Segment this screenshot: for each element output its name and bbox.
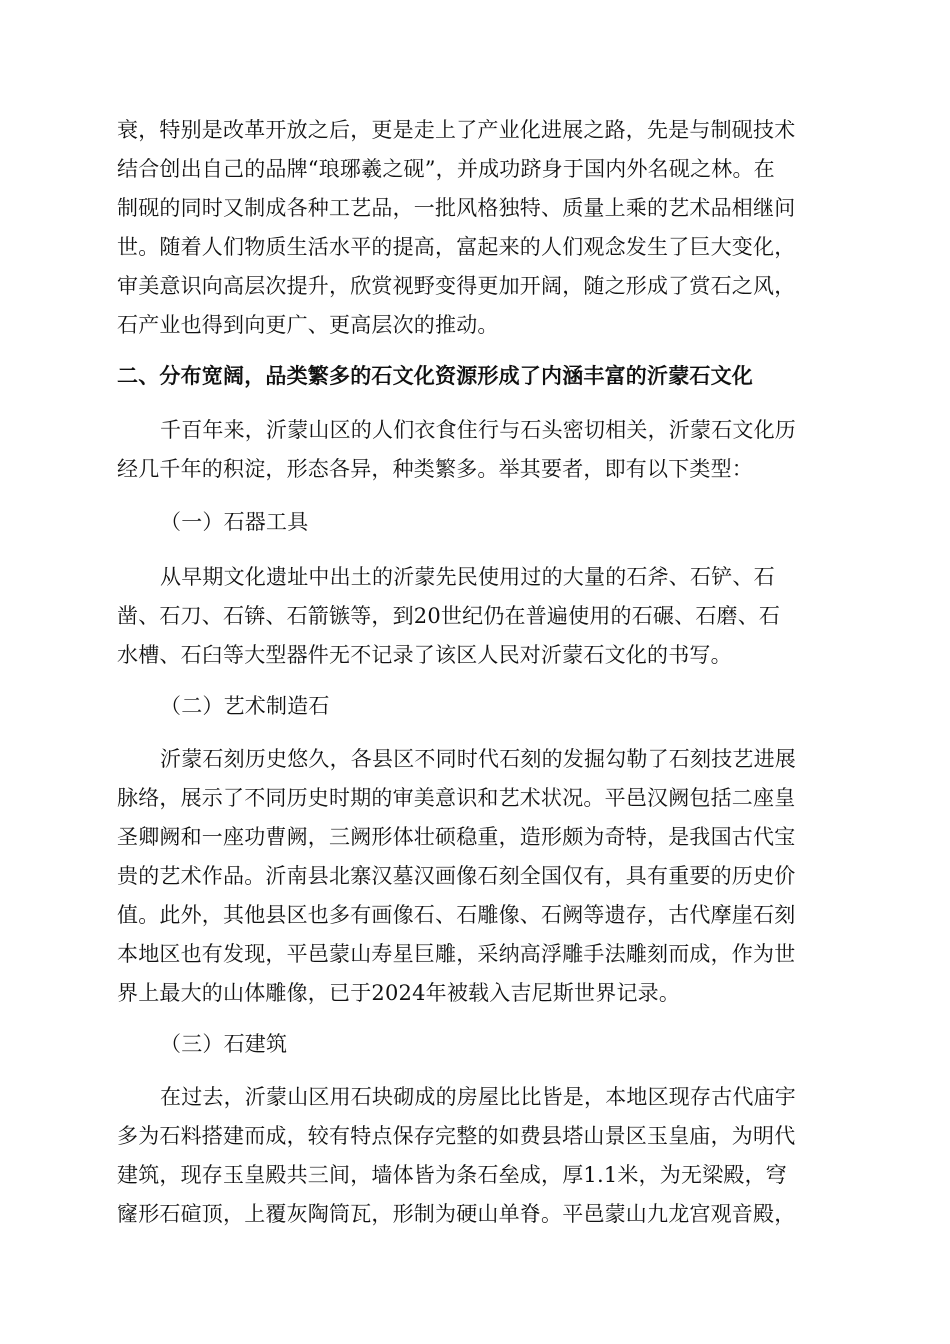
text-line: 世。随着人们物质生活水平的提高，富起来的人们观念发生了巨大变化， <box>117 235 796 259</box>
text-line: 千百年来，沂蒙山区的人们衣食住行与石头密切相关，沂蒙石文化历 <box>160 418 796 442</box>
text-line: 结合创出自己的品牌“琅琊羲之砚”，并成功跻身于国内外名砚之林。在 <box>117 157 775 181</box>
text-line: 界上最大的山体雕像，已于2024年被载入吉尼斯世界记录。 <box>117 981 681 1005</box>
text-line: 多为石料搭建而成，较有特点保存完整的如费县塔山景区玉皇庙，为明代 <box>117 1124 796 1148</box>
text-line: 沂蒙石刻历史悠久，各县区不同时代石刻的发掘勾勒了石刻技艺进展 <box>160 747 796 771</box>
text-line: 凿、石刀、石锛、石箭镞等，到20世纪仍在普遍使用的石碾、石磨、石 <box>117 604 781 628</box>
text-line: 经几千年的积淀，形态各异，种类繁多。举其要者，即有以下类型： <box>117 457 753 481</box>
text-line: 脉络，展示了不同历史时期的审美意识和艺术状况。平邑汉阙包括二座皇 <box>117 786 796 810</box>
text-line: 衰，特别是改革开放之后，更是走上了产业化进展之路，先是与制砚技术 <box>117 118 796 142</box>
text-line: 审美意识向高层次提升，欣赏视野变得更加开阔，随之形成了赏石之风， <box>117 274 796 298</box>
text-line: 制砚的同时又制成各种工艺品，一批风格独特、质量上乘的艺术品相继问 <box>117 196 796 220</box>
text-line: 圣卿阙和一座功曹阙，三阙形体壮硕稳重，造形颇为奇特，是我国古代宝 <box>117 825 796 849</box>
text-line: 建筑，现存玉皇殿共三间，墙体皆为条石垒成，厚1.1米，为无梁殿，穹 <box>117 1163 787 1187</box>
subsection-heading: （三）石建筑 <box>160 1032 288 1056</box>
section-heading: 二、分布宽阔，品类繁多的石文化资源形成了内涵丰富的沂蒙石文化 <box>117 364 753 388</box>
text-line: 本地区也有发现，平邑蒙山寿星巨雕，采纳高浮雕手法雕刻而成，作为世 <box>117 942 796 966</box>
text-line: 石产业也得到向更广、更高层次的推动。 <box>117 313 499 337</box>
text-line: 值。此外，其他县区也多有画像石、石雕像、石阙等遗存，古代摩崖石刻 <box>117 903 796 927</box>
text-line: 从早期文化遗址中出土的沂蒙先民使用过的大量的石斧、石铲、石 <box>160 565 775 589</box>
text-line: 贵的艺术作品。沂南县北寨汉墓汉画像石刻全国仅有，具有重要的历史价 <box>117 864 796 888</box>
subsection-heading: （一）石器工具 <box>160 510 309 534</box>
subsection-heading: （二）艺术制造石 <box>160 694 330 718</box>
text-line: 窿形石碹顶，上覆灰陶筒瓦，形制为硬山单脊。平邑蒙山九龙宫观音殿， <box>117 1202 796 1226</box>
text-line: 水槽、石臼等大型器件无不记录了该区人民对沂蒙石文化的书写。 <box>117 643 732 667</box>
text-line: 在过去，沂蒙山区用石块砌成的房屋比比皆是，本地区现存古代庙宇 <box>160 1085 796 1109</box>
